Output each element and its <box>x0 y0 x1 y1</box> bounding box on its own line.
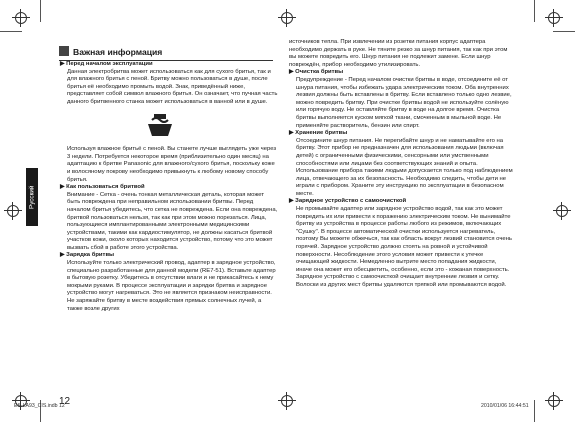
section-title <box>59 46 273 61</box>
crop-line <box>534 0 535 22</box>
paragraph-how-to-use: Внимание - Сетка - очень тонкая металлическая деталь, которая может быть повреждена при неправильном использовании бритвы. Перед началом бритья убедитесь, что сетка не повреждена. Если она повреждена, бритвой пользоваться нельзя, так как при этом можно порезаться. Лица, пользующиеся имплантированными электронными медицинскими устройствами, такими как кардиостимулятор, не должны касаться бритвой участков кожи, около которых находится устройство, потому что это может вызвать сбой в работе этого устройства. <box>67 191 278 251</box>
crop-line <box>534 400 535 422</box>
footer-date: 2010/01/06 16:44:51 <box>481 403 529 409</box>
crop-line <box>40 0 41 22</box>
wet-shave-symbol-icon <box>140 110 180 140</box>
left-column <box>60 61 278 313</box>
paragraph-before-use: Данная электробритва может использоваться как для сухого бритья, так и для влажного бритья с пеной. Бритву можно пользоваться в душе, после бритья её необходимо промыть водой. Знак, приведённый ниже, представляет собой символ влажного бритья. Он означает, что пучная часть данного бритвенного станка может использоваться в ванной или в душе. <box>67 68 278 105</box>
right-column <box>289 39 513 290</box>
heading-charging: ▶ Зарядка бритвы <box>60 252 278 260</box>
heading-before-use: ▶ Перед началом эксплуатации <box>60 61 278 69</box>
heading-storage: ▶ Хранение бритвы <box>289 130 513 138</box>
registration-mark-bottom-center <box>278 392 296 410</box>
paragraph-self-cleaning: Не промывайте адаптер или зарядное устройство водой, так как это может повредить их или привести к поражению электрическим током. Не вынимайте бритву из устройства в процессе работы любого из режимов, включающих "Сушку". В процессе автоматической очистки используется нагреватель, поэтому Вы можете обжечься, так как область вокруг лезвий становится очень горячей. Зарядное устройство должно стоять на ровной и устойчивой поверхности. Несоблюдение этого условия может привести к утечке очищающей жидкости. Немедленно вытрите место попадания жидкости, иначе она может его обесцветить, особенно, если это - кожаная поверхность. Зарядное устройство с самоочисткой очищает внутренние лезвия и сетку. Волоски из других мест бритвы удаляются тряпкой или промываются водой. <box>296 206 512 288</box>
language-side-tab: Русский <box>26 168 38 226</box>
page-number: 12 <box>59 396 71 407</box>
heading-self-cleaning: ▶ Зарядное устройство с самоочисткой <box>289 198 513 206</box>
footer-file: ES-LA93_CIS.indb 12 <box>14 403 65 409</box>
section-title-text: Важная информация <box>73 47 163 57</box>
heading-cleaning: ▶ Очистка бритвы <box>289 69 513 77</box>
registration-mark-mid-right <box>553 202 571 220</box>
registration-mark-bottom-right <box>545 392 563 410</box>
paragraph-cleaning: Предупреждение - Перед началом очистки бритвы в воде, отсоедините её от шнура питания, чтобы избежать удара электрическим током. Оба внутренних лезвия должны быть вставлены в бритву. Если вставлено только одно лезвие, можно повредить бритву. При очистке бритвы водой не используйте солёную или горячую воду. Не оставляйте бритву в воде на долгое время. Очистка бритвы выполняется куском мягкой ткани, смоченным в мыльной воде. Не применяйте растворитель, бензин или спирт. <box>296 76 512 129</box>
paragraph-storage: Отсоедините шнур питания. Не перегибайте шнур и не наматывайте его на бритву. Этот прибор не предназначен для использования людьми (включая детей) с ограниченными физическими, сенсорными или умственными способностями или лицами без соответствующих знаний и опыта. Использование прибора такими людьми допускается только под наблюдением лица, отвечающего за их безопасность. Необходимо следить, чтобы дети не играли с прибором. Храните эту инструкцию по эксплуатации в безопасном месте. <box>296 137 513 197</box>
paragraph-continued: источников тепла. При извлечении из розетки питания корпус адаптера необходимо держать в руке. Не тяните резко за шнур питания, так как при этом вы можете повредить его. Шнур питания не подлежит замене. Если шнур повреждён, прибор необходимо утилизировать. <box>289 39 508 68</box>
crop-line <box>0 31 22 32</box>
heading-how-to-use: ▶ Как пользоваться бритвой <box>60 184 278 192</box>
paragraph-wet-shave: Используя влажное бритьё с пеной. Вы станете лучше выглядеть уже через 3 недели. Потребуется некоторое время (приблизительно один месяц) на адаптацию к бритве Panasonic для влажного/сухого бритья, поскольку коже и волосяному покрову необходимо привыкнуть к любому новому способу бритья. <box>67 146 277 183</box>
registration-mark-mid-left <box>4 202 22 220</box>
crop-line <box>553 31 575 32</box>
registration-mark-top-center <box>278 9 296 27</box>
paragraph-charging: Используйте только электрический провод, адаптер в зарядное устройство, специально разработанные для данной модели (RE7-51). Вставьте адаптер в бытовую розетку. Убедитесь в отсутствии влаги и не прикасайтесь к нему мокрыми руками. В процессе эксплуатации и зарядки бритва и зарядное устройство могут нагреваться. Это не является признаком неисправности. Не заряжайте бритву в месте воздействия прямых солнечных лучей, а также возле других <box>67 260 276 312</box>
registration-mark-top-left <box>12 9 30 27</box>
section-marker-icon <box>59 46 69 56</box>
registration-mark-top-right <box>545 9 563 27</box>
